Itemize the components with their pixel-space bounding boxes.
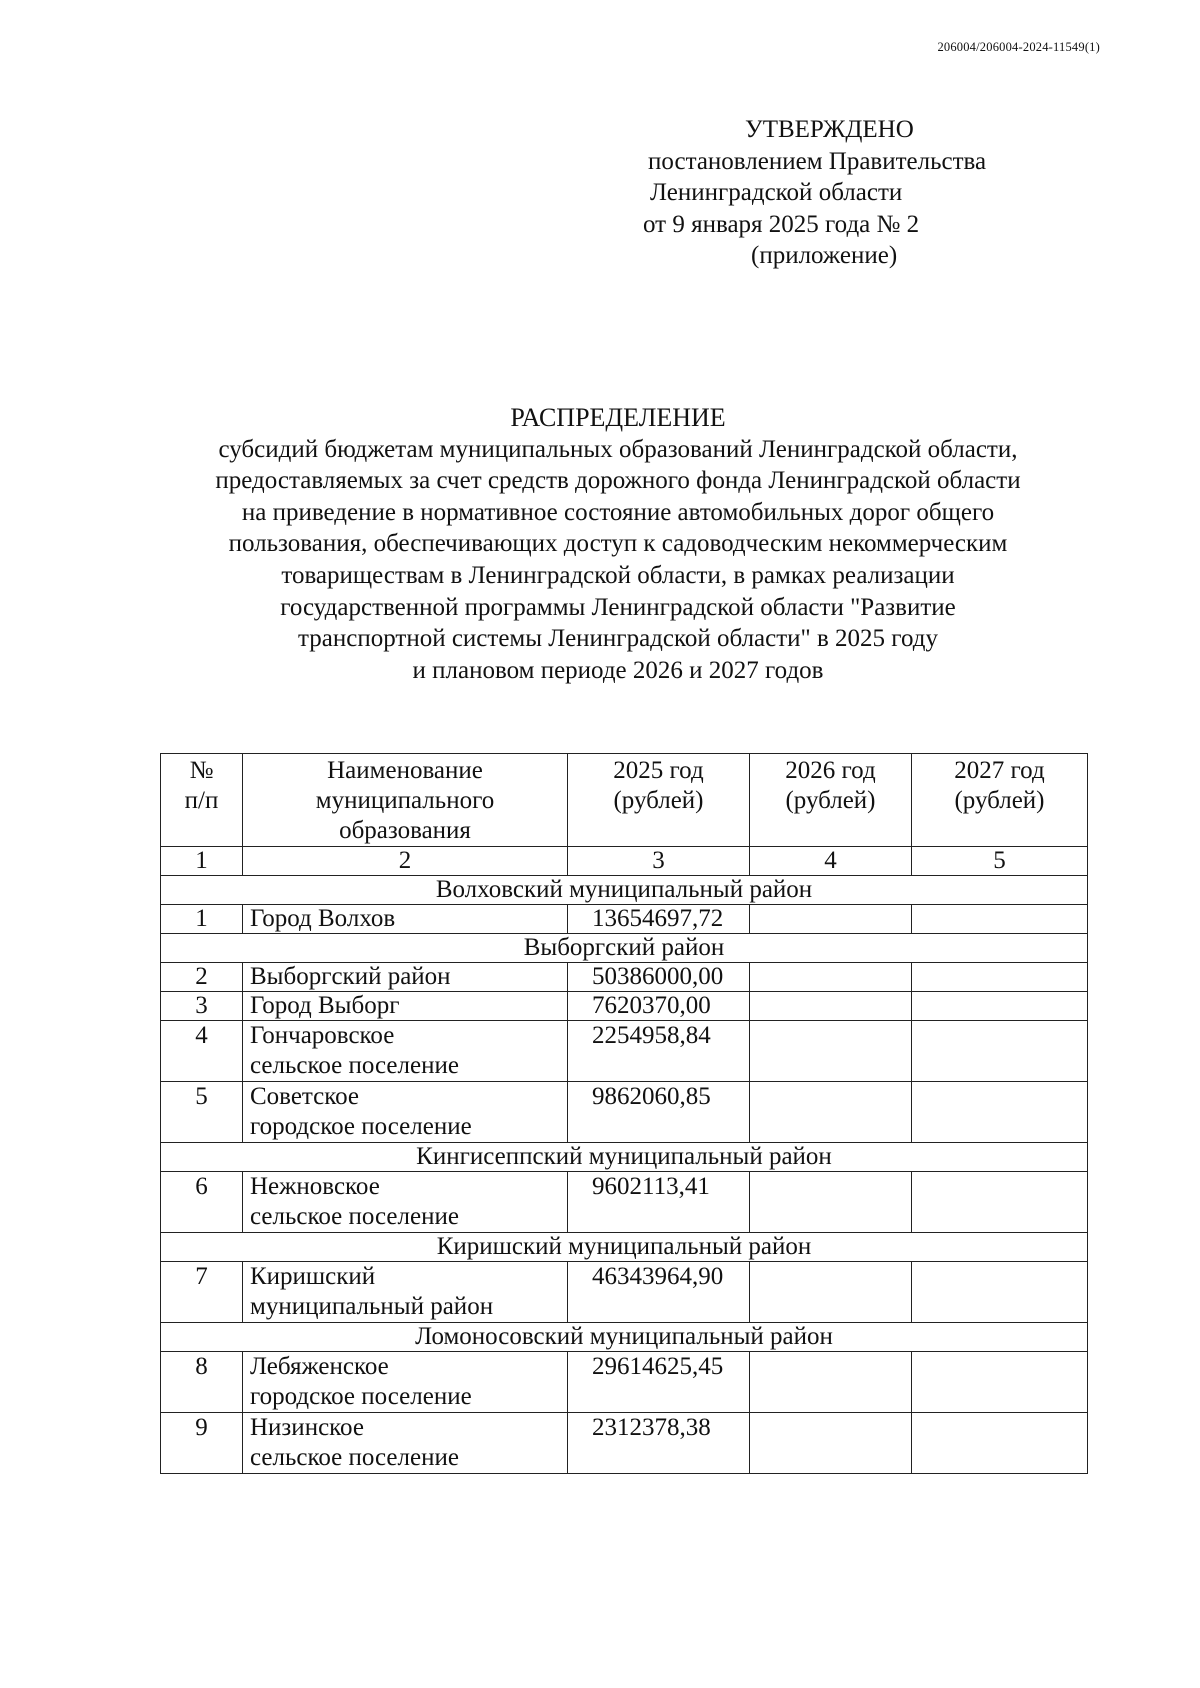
approval-line: УТВЕРЖДЕНО [745, 116, 914, 143]
group-row [161, 1323, 1088, 1352]
approval-line: от 9 января 2025 года № 2 [643, 210, 920, 238]
municipality-name [243, 1021, 568, 1082]
column-header [568, 754, 750, 847]
group-row [161, 876, 1088, 905]
municipality-name-line: Город Выборг [250, 992, 400, 1019]
column-header [243, 754, 568, 847]
table-row [161, 905, 1088, 934]
amount-2027 [912, 1021, 1088, 1082]
municipality-name [243, 905, 568, 934]
title-line: пользования, обеспечивающих доступ к садоводческим некоммерческим [228, 530, 1008, 558]
amount-2025: 7620370,00 [568, 992, 750, 1021]
amount-2026 [750, 1172, 912, 1233]
municipality-name-line: сельское поселение [250, 1052, 459, 1079]
column-header-line: (рублей) [785, 787, 876, 814]
municipality-name-line: Город Волхов [250, 905, 396, 932]
municipality-name-line: муниципальный район [250, 1293, 494, 1320]
table-row [161, 1082, 1088, 1143]
table-body [161, 876, 1088, 1474]
approval-line: Ленинградской области [650, 179, 903, 206]
table-row [161, 1021, 1088, 1082]
municipality-name [243, 992, 568, 1021]
amount-2025: 2312378,38 [568, 1413, 750, 1474]
column-header [161, 754, 243, 847]
amount-2027 [912, 1262, 1088, 1323]
municipality-name-line: Советское [250, 1083, 360, 1110]
municipality-name [243, 1352, 568, 1413]
column-header-line: 2025 год [613, 757, 704, 784]
amount-2026 [750, 1413, 912, 1474]
municipality-name-line: Киришский [250, 1263, 376, 1290]
column-header [912, 754, 1088, 847]
amount-2025: 9602113,41 [568, 1172, 750, 1233]
municipality-name-line: городское поселение [250, 1113, 472, 1140]
amount-2027 [912, 1082, 1088, 1143]
document-title [150, 402, 1086, 686]
approval-line: постановлением Правительства [648, 147, 987, 175]
amount-2026 [750, 1082, 912, 1143]
title-line: товариществам в Ленинградской области, в рамках реализации [281, 561, 955, 589]
municipality-name-line: сельское поселение [250, 1444, 459, 1471]
column-number: 1 [161, 847, 243, 876]
row-number: 1 [161, 905, 243, 934]
table-row [161, 1172, 1088, 1233]
amount-2025: 2254958,84 [568, 1021, 750, 1082]
amount-2027 [912, 1172, 1088, 1233]
title-line: государственной программы Ленинградской области "Развитие [280, 593, 956, 621]
column-header-line: п/п [184, 787, 219, 814]
municipality-name [243, 1172, 568, 1233]
municipality-name-line: Нежновское [250, 1173, 380, 1200]
row-number: 3 [161, 992, 243, 1021]
approval-line: (приложение) [751, 242, 898, 269]
amount-2027 [912, 905, 1088, 934]
row-number: 4 [161, 1021, 243, 1082]
approval-stamp [643, 114, 1083, 272]
column-header-line: (рублей) [613, 787, 704, 814]
amount-2025: 9862060,85 [568, 1082, 750, 1143]
group-title: Киришский муниципальный район [161, 1233, 1088, 1262]
municipality-name [243, 963, 568, 992]
row-number: 9 [161, 1413, 243, 1474]
row-number: 6 [161, 1172, 243, 1233]
municipality-name-line: Лебяженское [250, 1353, 389, 1380]
amount-2027 [912, 992, 1088, 1021]
column-header [750, 754, 912, 847]
amount-2027 [912, 1413, 1088, 1474]
row-number: 5 [161, 1082, 243, 1143]
municipality-name-line: сельское поселение [250, 1203, 459, 1230]
amount-2026 [750, 1352, 912, 1413]
amount-2025: 46343964,90 [568, 1262, 750, 1323]
amount-2026 [750, 1021, 912, 1082]
column-header-line: Наименование [327, 757, 483, 784]
table-row [161, 963, 1088, 992]
column-number: 3 [568, 847, 750, 876]
municipality-name-line: Низинское [250, 1414, 364, 1441]
row-number: 7 [161, 1262, 243, 1323]
title-heading: РАСПРЕДЕЛЕНИЕ [510, 403, 726, 432]
column-header-line: № [189, 757, 214, 784]
group-row [161, 1233, 1088, 1262]
amount-2025: 50386000,00 [568, 963, 750, 992]
municipality-name [243, 1082, 568, 1143]
group-title: Волховский муниципальный район [161, 876, 1088, 905]
amount-2025: 13654697,72 [568, 905, 750, 934]
column-numbers-row [161, 847, 1088, 876]
column-header-line: (рублей) [954, 787, 1045, 814]
municipality-name [243, 1262, 568, 1323]
group-title: Кингисеппский муниципальный район [161, 1143, 1088, 1172]
document-id: 206004/206004-2024-11549(1) [937, 40, 1100, 54]
column-header-line: 2027 год [954, 757, 1045, 784]
municipality-name-line: Выборгский район [250, 963, 451, 990]
amount-2026 [750, 905, 912, 934]
subsidy-table [160, 753, 1088, 1474]
amount-2026 [750, 1262, 912, 1323]
group-title: Выборгский район [161, 934, 1088, 963]
table-header-row [161, 754, 1088, 847]
column-number: 4 [750, 847, 912, 876]
amount-2026 [750, 992, 912, 1021]
title-line: на приведение в нормативное состояние автомобильных дорог общего [241, 498, 995, 526]
row-number: 8 [161, 1352, 243, 1413]
amount-2027 [912, 1352, 1088, 1413]
municipality-name-line: Гончаровское [250, 1022, 395, 1049]
column-header-line: 2026 год [785, 757, 876, 784]
group-title: Ломоносовский муниципальный район [161, 1323, 1088, 1352]
table-row [161, 1413, 1088, 1474]
municipality-name [243, 1413, 568, 1474]
table-row [161, 992, 1088, 1021]
title-line: и плановом периоде 2026 и 2027 годов [412, 656, 824, 684]
title-subtitle [150, 434, 1086, 687]
amount-2025: 29614625,45 [568, 1352, 750, 1413]
group-row [161, 1143, 1088, 1172]
amount-2026 [750, 963, 912, 992]
title-line: транспортной системы Ленинградской области" в 2025 году [298, 625, 938, 653]
municipality-name-line: городское поселение [250, 1383, 472, 1410]
column-number: 2 [243, 847, 568, 876]
table-row [161, 1352, 1088, 1413]
title-line: предоставляемых за счет средств дорожного фонда Ленинградской области [215, 467, 1021, 495]
table-row [161, 1262, 1088, 1323]
title-line: субсидий бюджетам муниципальных образований Ленинградской области, [218, 435, 1018, 463]
amount-2027 [912, 963, 1088, 992]
row-number: 2 [161, 963, 243, 992]
group-row [161, 934, 1088, 963]
column-header-line: образования [339, 817, 471, 844]
column-header-line: муниципального [315, 787, 495, 814]
column-number: 5 [912, 847, 1088, 876]
